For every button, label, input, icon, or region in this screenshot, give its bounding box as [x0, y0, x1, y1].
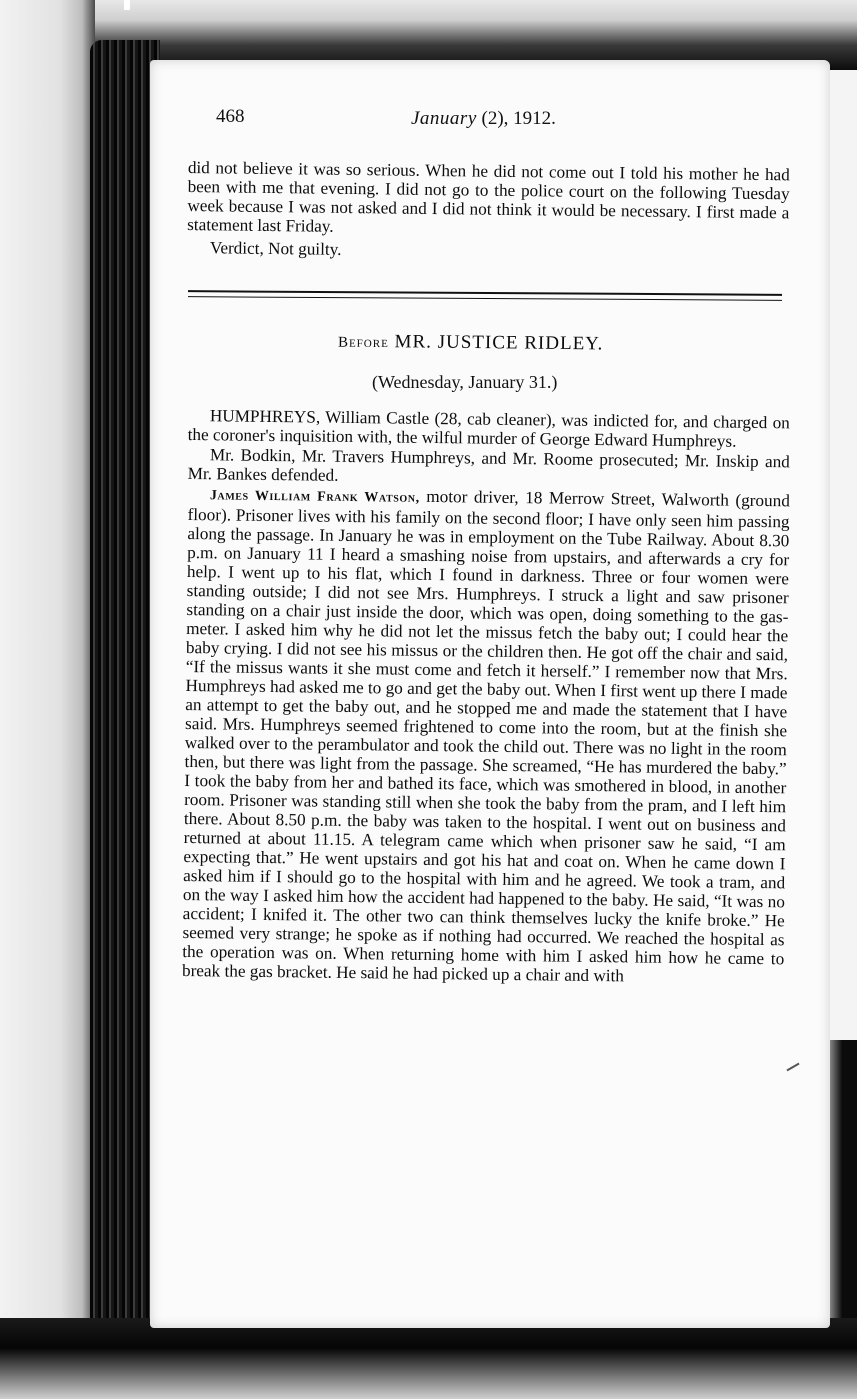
scan-bottom-border: [0, 1318, 857, 1399]
running-date: [411, 108, 556, 130]
continuation-block: [188, 158, 790, 257]
running-date-rest: (2), 1912.: [481, 108, 556, 129]
indictment-text: William Castle (28, cab cleaner), was indicted for, and charged on the coroner's inquisition with, the wilful murder of George Edward Humphreys.: [187, 407, 790, 451]
session-date: (Wednesday, January 31.): [372, 372, 558, 392]
section-rule-thin: [188, 296, 782, 301]
testimony-paragraph: [182, 484, 790, 987]
section-rule-thick: [188, 290, 782, 296]
indictment-paragraph: [188, 406, 790, 451]
book-page: [150, 60, 830, 1328]
scan-left-border: [0, 0, 95, 1399]
testimony-text: motor driver, 18 Merrow Street, Walworth (ground floor). Prisoner lives with his family on the second floor; I have only seen him passing along the passage. In January he was in employment on the Tube Railway. About 8.30 p.m. on January 11 I heard a smashing noise from upstairs, and afterwards a cry for help. I went up to his flat, which I found in darkness. Three or four women were standing outside; I did not see Mrs. Humphreys. I struck a light and saw prisoner standing on a chair just inside the door, which was open, doing something to the gas-meter. I asked him why he did not let the missus fetch the baby out; I could hear the baby crying. I did not see his missus or the children then. He got off the chair and said, “If the missus wants it she must come and fetch it herself.” I remember now that Mrs. Humphreys had asked me to go and get the baby out. When I first went up there I made an attempt to get the baby out, and he stopped me and made the statement that I have said. Mrs. Humphreys seemed frightened to come into the room, but at the finish she walked over to the perambulator and took the child out. There was no light in the room then, but there was light from the passage. She screamed, “He has murdered the baby.” I took the baby from her and bathed its face, which was smothered in blood, in another room. Prisoner was standing still when she took the baby from the pram, and I left him there. About 8.50 p.m. the baby was taken to the hospital. I went out on business and returned at about 11.15. A telegram came which when prisoner saw he said, “I am expecting that.” He went upstairs and got his hat and coat on. When he came down I asked him if I should go to the hospital with him and he agreed. We took a tram, and on the way I asked him how the accident had happened to the baby. He said, “It was no accident; I knifed it. The other two can think themselves lucky the knife broke.” He seemed very strange; he spoke as if nothing had occurred. We reached the hospital as the operation was on. When returning home with him I asked him how he came to break the gas bracket. He said he had picked up a chair and with: [181, 486, 790, 986]
case-block: [181, 406, 790, 986]
page-number: 468: [216, 106, 245, 127]
court-heading-judge: MR. JUSTICE RIDLEY.: [394, 331, 604, 355]
defendant-name: HUMPHREYS,: [209, 406, 321, 427]
running-date-month: January: [411, 108, 477, 129]
scan-mark: [124, 0, 130, 10]
continuation-paragraph: did not believe it was so serious. When he did not come out I told his mother he had been with me that evening. I did not go to the police court on the following Tuesday week because I was not asked and I did not think it would be necessary. I first made a statement last Friday.: [187, 158, 790, 236]
counsel-paragraph: Mr. Bodkin, Mr. Travers Humphreys, and Mr. Roome prosecuted; Mr. Inskip and Mr. Bankes defended.: [187, 445, 790, 485]
court-heading: [338, 331, 603, 356]
court-heading-before: Before: [337, 334, 389, 352]
witness-name: James William Frank Watson,: [209, 488, 420, 506]
verdict: Verdict, Not guilty.: [209, 238, 342, 259]
running-head: [216, 106, 816, 134]
